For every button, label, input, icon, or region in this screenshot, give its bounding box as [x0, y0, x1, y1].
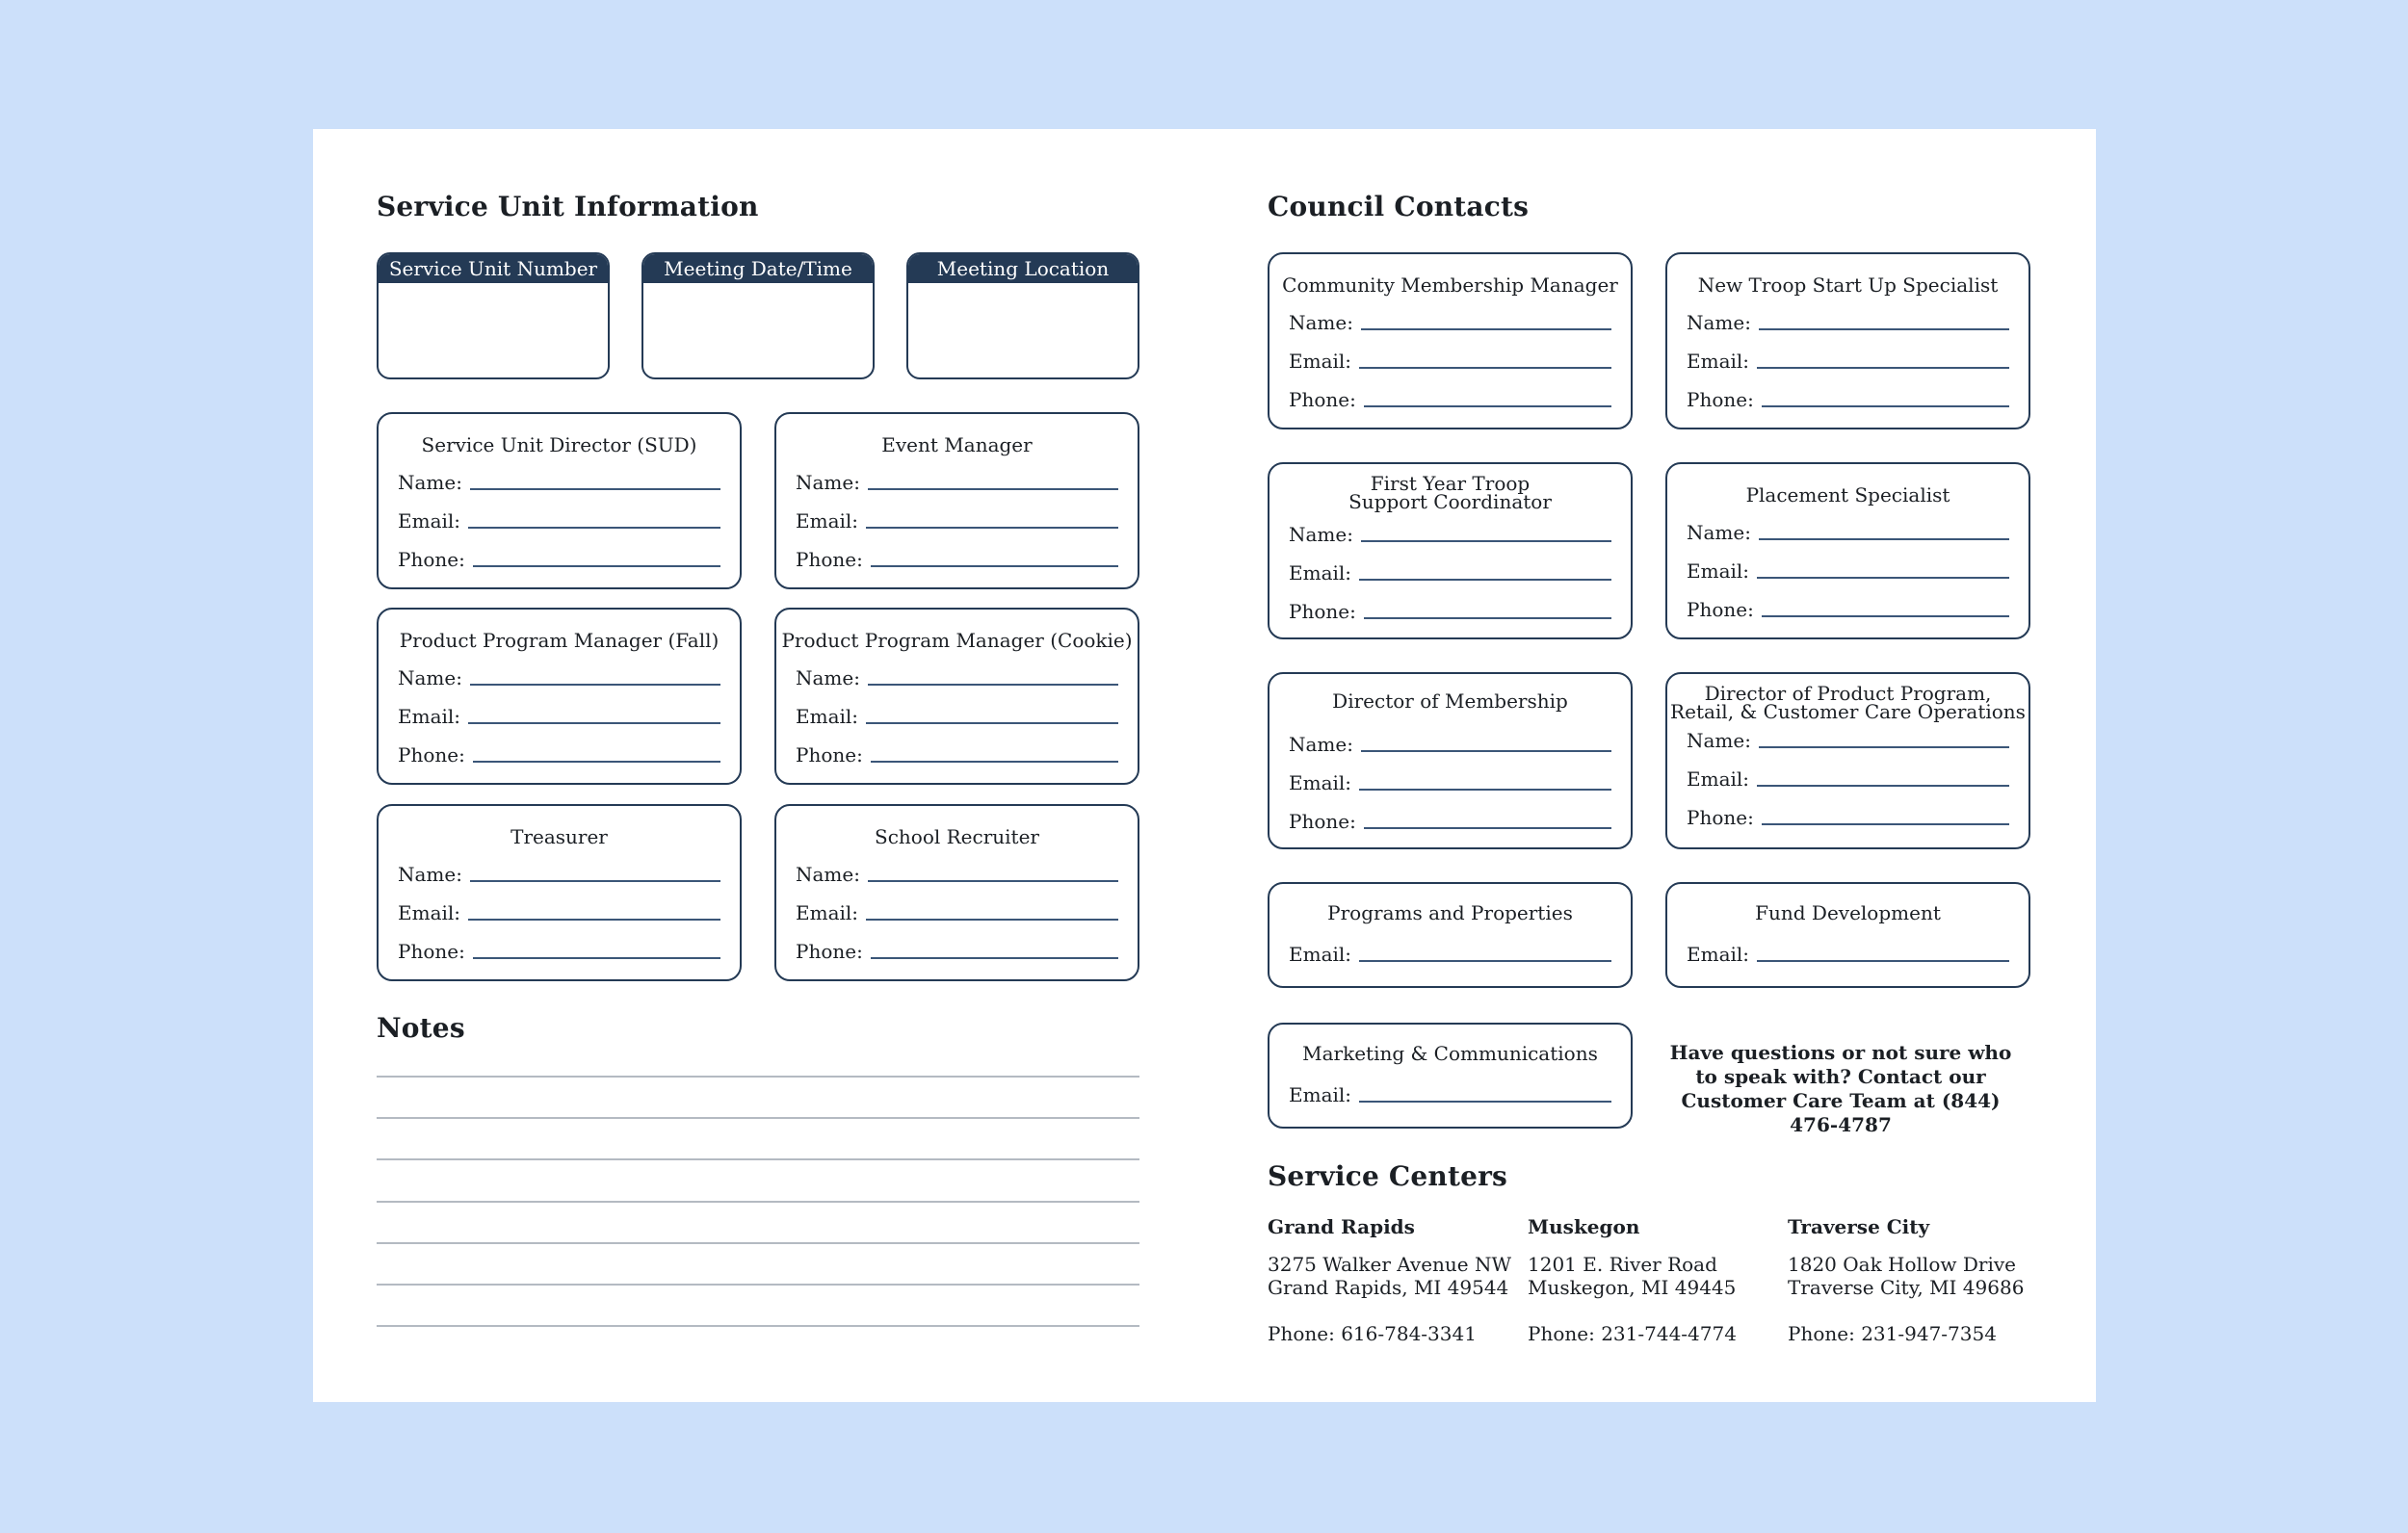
email-line[interactable]: [1359, 579, 1611, 581]
product-program-cookie-card: [774, 608, 1139, 785]
name-label: Name:: [1687, 729, 1751, 752]
name-field[interactable]: [796, 860, 1118, 885]
phone-field[interactable]: [1289, 597, 1611, 622]
phone-label: Phone:: [1687, 388, 1754, 411]
phone-label: Phone:: [398, 743, 465, 766]
name-line[interactable]: [1361, 540, 1611, 542]
email-field[interactable]: [796, 507, 1118, 532]
phone-field[interactable]: [398, 545, 720, 570]
phone-label: Phone:: [796, 548, 863, 571]
name-label: Name:: [1289, 311, 1353, 334]
center-city: Grand Rapids: [1268, 1215, 1415, 1238]
name-line[interactable]: [1361, 328, 1611, 330]
address-line2: Muskegon, MI 49445: [1528, 1276, 1737, 1299]
phone-line[interactable]: [1364, 617, 1611, 619]
email-label: Email:: [1289, 350, 1352, 373]
center-address: [1268, 1253, 1518, 1299]
name-line[interactable]: [1759, 746, 2009, 748]
marketing-communications-card: [1268, 1023, 1633, 1129]
center-city: Muskegon: [1528, 1215, 1640, 1238]
product-program-fall-card: [377, 608, 742, 785]
phone-line[interactable]: [871, 565, 1118, 567]
note-line[interactable]: [377, 1284, 1139, 1286]
email-line[interactable]: [1757, 367, 2009, 369]
center-phone: Phone: 231-947-7354: [1788, 1322, 1997, 1345]
email-field[interactable]: [1289, 347, 1611, 372]
email-label: Email:: [1289, 561, 1352, 585]
meeting-location-box[interactable]: [906, 252, 1139, 379]
email-line[interactable]: [1359, 367, 1611, 369]
programs-and-properties-card: [1268, 882, 1633, 988]
note-line[interactable]: [377, 1117, 1139, 1119]
email-label: Email:: [1687, 559, 1750, 583]
email-line[interactable]: [1359, 960, 1611, 962]
address-line2: Traverse City, MI 49686: [1788, 1276, 2025, 1299]
email-field[interactable]: [1687, 347, 2009, 372]
phone-field[interactable]: [1687, 595, 2009, 620]
phone-field[interactable]: [796, 741, 1118, 766]
email-line[interactable]: [468, 919, 720, 921]
name-field[interactable]: [1289, 730, 1611, 755]
email-line[interactable]: [468, 527, 720, 529]
service-unit-number-box[interactable]: [377, 252, 610, 379]
note-line[interactable]: [377, 1201, 1139, 1203]
center-address: [1788, 1253, 2038, 1299]
phone-line[interactable]: [871, 957, 1118, 959]
name-label: Name:: [796, 666, 860, 689]
name-line[interactable]: [868, 488, 1118, 490]
director-of-product-program-card: [1665, 672, 2030, 849]
name-field[interactable]: [398, 860, 720, 885]
service-unit-heading: Service Unit Information: [377, 191, 759, 222]
phone-label: Phone:: [1289, 388, 1356, 411]
name-line[interactable]: [1759, 538, 2009, 540]
phone-field[interactable]: [1687, 803, 2009, 828]
name-line[interactable]: [1759, 328, 2009, 330]
email-field[interactable]: [398, 898, 720, 923]
card-title-line1: First Year Troop: [1370, 472, 1531, 495]
center-address: [1528, 1253, 1778, 1299]
email-label: Email:: [398, 705, 461, 728]
email-field[interactable]: [398, 507, 720, 532]
email-field[interactable]: [1289, 559, 1611, 584]
phone-label: Phone:: [1289, 600, 1356, 623]
name-field[interactable]: [1289, 520, 1611, 545]
card-title: Event Manager: [881, 433, 1033, 456]
card-title: New Troop Start Up Specialist: [1697, 273, 1999, 297]
council-contacts-heading: Council Contacts: [1268, 191, 1530, 222]
phone-label: Phone:: [1289, 810, 1356, 833]
card-title: Treasurer: [510, 825, 608, 848]
email-field[interactable]: [796, 898, 1118, 923]
name-field[interactable]: [1687, 308, 2009, 333]
name-label: Name:: [398, 666, 462, 689]
phone-field[interactable]: [796, 937, 1118, 962]
center-city: Traverse City: [1788, 1215, 1930, 1238]
phone-label: Phone:: [796, 743, 863, 766]
address-line1: 3275 Walker Avenue NW: [1268, 1253, 1512, 1276]
name-line[interactable]: [470, 880, 720, 882]
email-line[interactable]: [866, 722, 1118, 724]
phone-label: Phone:: [1687, 806, 1754, 829]
form-page: [313, 129, 2096, 1402]
card-title-line2: Support Coordinator: [1348, 490, 1552, 513]
customer-care-help-text: Have questions or not sure who to speak with? Contact our Customer Care Team at (844) 476-4787: [1669, 1041, 2012, 1136]
email-label: Email:: [1687, 350, 1750, 373]
service-unit-number-label: Service Unit Number: [379, 254, 608, 283]
email-label: Email:: [1289, 771, 1352, 794]
card-title: Fund Development: [1755, 901, 1941, 924]
meeting-date-time-box[interactable]: [641, 252, 875, 379]
email-label: Email:: [1687, 943, 1750, 966]
phone-label: Phone:: [796, 940, 863, 963]
card-title: Director of Membership: [1332, 689, 1568, 713]
phone-line[interactable]: [473, 565, 720, 567]
name-field[interactable]: [398, 468, 720, 493]
email-field[interactable]: [1289, 1080, 1611, 1105]
card-title-line2: Retail, & Customer Care Operations: [1670, 700, 2026, 723]
phone-field[interactable]: [1289, 807, 1611, 832]
email-label: Email:: [398, 509, 461, 533]
email-line[interactable]: [468, 722, 720, 724]
card-title: Programs and Properties: [1327, 901, 1573, 924]
note-line[interactable]: [377, 1158, 1139, 1160]
name-field[interactable]: [796, 468, 1118, 493]
email-line[interactable]: [1359, 789, 1611, 791]
note-line[interactable]: [377, 1325, 1139, 1327]
card-title: Marketing & Communications: [1302, 1042, 1598, 1065]
name-line[interactable]: [470, 488, 720, 490]
name-line[interactable]: [868, 880, 1118, 882]
phone-line[interactable]: [871, 761, 1118, 763]
email-label: Email:: [1289, 1083, 1352, 1106]
phone-line[interactable]: [1762, 405, 2009, 407]
center-phone: Phone: 231-744-4774: [1528, 1322, 1737, 1345]
phone-field[interactable]: [1687, 385, 2009, 410]
email-field[interactable]: [1687, 765, 2009, 790]
service-center-grand-rapids: [1268, 1215, 1518, 1345]
name-field[interactable]: [796, 663, 1118, 689]
name-field[interactable]: [1687, 518, 2009, 543]
email-line[interactable]: [866, 919, 1118, 921]
card-title-line1: Director of Product Program,: [1704, 682, 1992, 705]
address-line1: 1820 Oak Hollow Drive: [1788, 1253, 2016, 1276]
email-line[interactable]: [1359, 1101, 1611, 1103]
email-field[interactable]: [1289, 768, 1611, 793]
treasurer-card: [377, 804, 742, 981]
name-line[interactable]: [470, 684, 720, 686]
phone-line[interactable]: [1762, 615, 2009, 617]
card-title: Product Program Manager (Cookie): [781, 629, 1133, 652]
new-troop-start-up-card: [1665, 252, 2030, 429]
community-membership-manager-card: [1268, 252, 1633, 429]
name-label: Name:: [398, 863, 462, 886]
email-label: Email:: [796, 705, 859, 728]
service-centers-heading: Service Centers: [1268, 1160, 1508, 1192]
name-label: Name:: [1289, 733, 1353, 756]
card-title: Placement Specialist: [1745, 483, 1950, 507]
director-of-membership-card: [1268, 672, 1633, 849]
name-field[interactable]: [1687, 726, 2009, 751]
fund-development-card: [1665, 882, 2030, 988]
phone-label: Phone:: [398, 940, 465, 963]
email-label: Email:: [1289, 943, 1352, 966]
email-label: Email:: [796, 509, 859, 533]
service-unit-director-card: [377, 412, 742, 589]
center-phone: Phone: 616-784-3341: [1268, 1322, 1477, 1345]
email-line[interactable]: [866, 527, 1118, 529]
service-center-traverse-city: [1788, 1215, 2038, 1345]
name-label: Name:: [1687, 521, 1751, 544]
email-line[interactable]: [1757, 785, 2009, 787]
phone-field[interactable]: [398, 937, 720, 962]
name-field[interactable]: [398, 663, 720, 689]
phone-line[interactable]: [1364, 827, 1611, 829]
phone-label: Phone:: [398, 548, 465, 571]
name-label: Name:: [1687, 311, 1751, 334]
email-line[interactable]: [1757, 960, 2009, 962]
email-field[interactable]: [398, 702, 720, 727]
card-title: Product Program Manager (Fall): [399, 629, 720, 652]
phone-label: Phone:: [1687, 598, 1754, 621]
phone-line[interactable]: [473, 761, 720, 763]
note-line[interactable]: [377, 1076, 1139, 1078]
name-label: Name:: [796, 863, 860, 886]
phone-field[interactable]: [1289, 385, 1611, 410]
note-line[interactable]: [377, 1242, 1139, 1244]
name-field[interactable]: [1289, 308, 1611, 333]
meeting-location-label: Meeting Location: [908, 254, 1138, 283]
event-manager-card: [774, 412, 1139, 589]
placement-specialist-card: [1665, 462, 2030, 639]
phone-line[interactable]: [1364, 405, 1611, 407]
email-field[interactable]: [1687, 557, 2009, 582]
email-label: Email:: [398, 901, 461, 924]
name-label: Name:: [796, 471, 860, 494]
email-field[interactable]: [1687, 940, 2009, 965]
card-title: Community Membership Manager: [1282, 273, 1618, 297]
card-title: School Recruiter: [875, 825, 1039, 848]
email-label: Email:: [1687, 767, 1750, 791]
phone-field[interactable]: [796, 545, 1118, 570]
school-recruiter-card: [774, 804, 1139, 981]
address-line1: 1201 E. River Road: [1528, 1253, 1717, 1276]
address-line2: Grand Rapids, MI 49544: [1268, 1276, 1509, 1299]
email-label: Email:: [796, 901, 859, 924]
card-title: Service Unit Director (SUD): [421, 433, 697, 456]
email-field[interactable]: [796, 702, 1118, 727]
name-line[interactable]: [1361, 750, 1611, 752]
email-line[interactable]: [1757, 577, 2009, 579]
name-label: Name:: [398, 471, 462, 494]
service-center-muskegon: [1528, 1215, 1778, 1345]
meeting-date-time-label: Meeting Date/Time: [643, 254, 873, 283]
notes-heading: Notes: [377, 1012, 465, 1044]
email-field[interactable]: [1289, 940, 1611, 965]
phone-line[interactable]: [473, 957, 720, 959]
phone-field[interactable]: [398, 741, 720, 766]
name-label: Name:: [1289, 523, 1353, 546]
first-year-troop-card: [1268, 462, 1633, 639]
phone-line[interactable]: [1762, 823, 2009, 825]
name-line[interactable]: [868, 684, 1118, 686]
